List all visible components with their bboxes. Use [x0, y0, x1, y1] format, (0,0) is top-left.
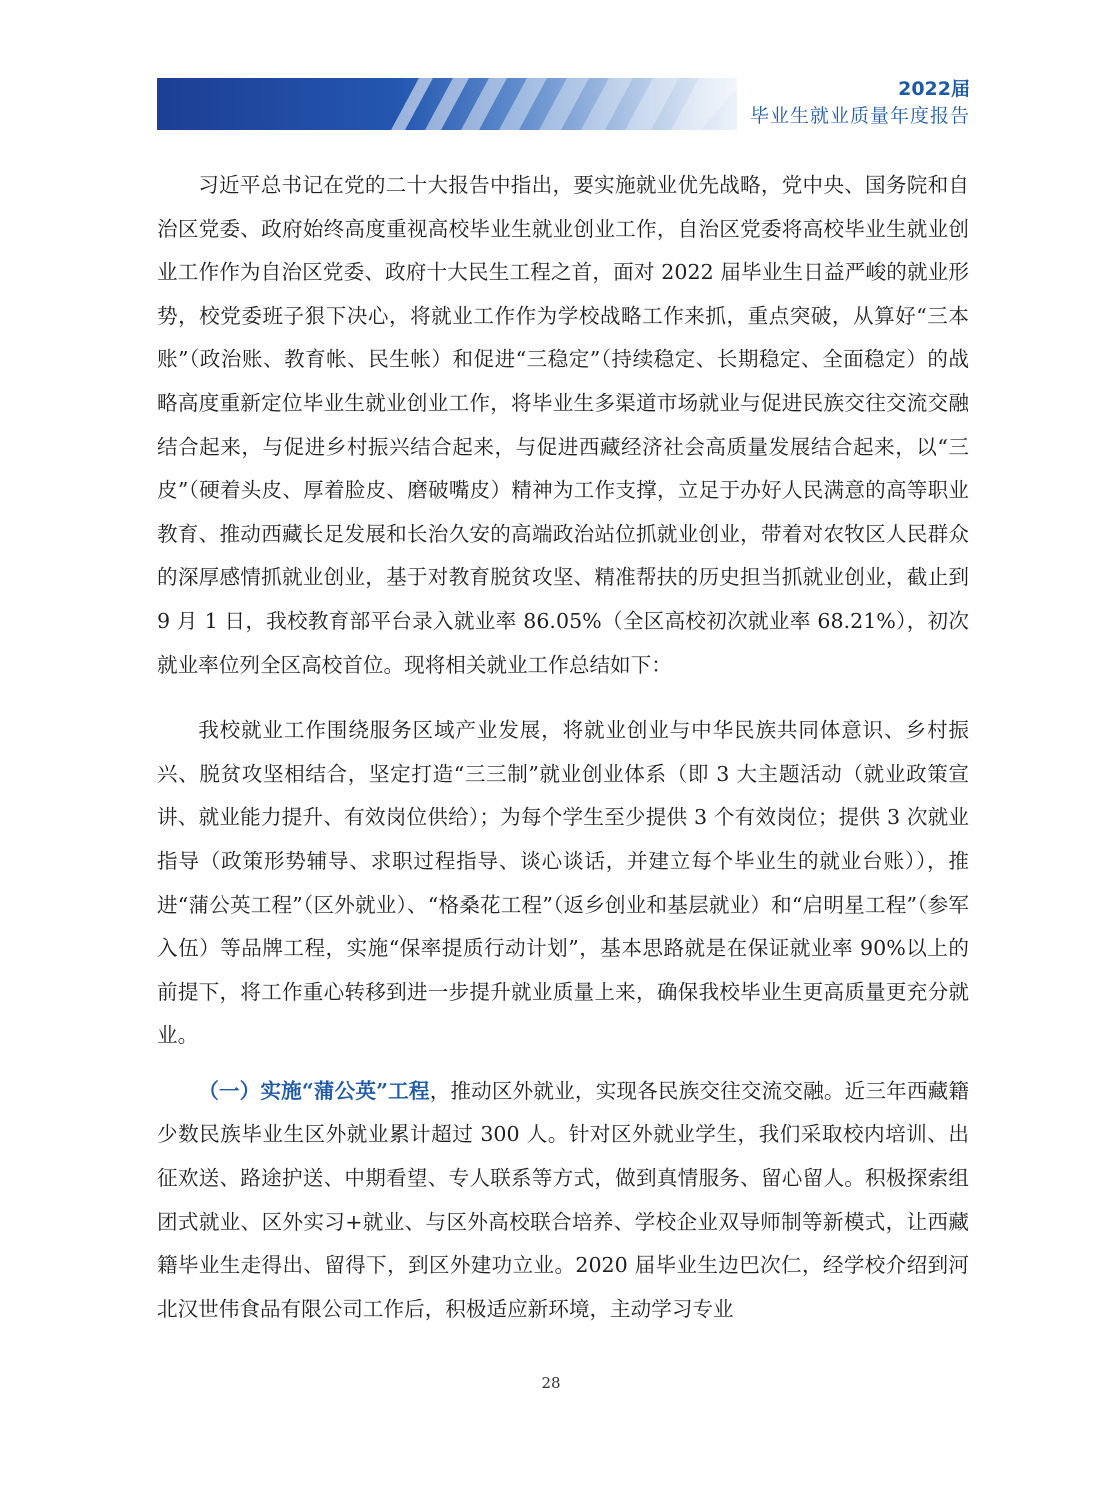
page-number: 28: [541, 1374, 561, 1392]
header-banner: [157, 78, 737, 130]
main-content: [157, 164, 969, 1331]
section-1-heading: （一）实施“蒲公英”工程: [198, 1078, 430, 1103]
report-year: 2022届: [898, 78, 970, 100]
report-subtitle: 毕业生就业质量年度报告: [749, 105, 970, 127]
strategy-paragraph: 我校就业工作围绕服务区域产业发展，将就业创业与中华民族共同体意识、乡村振兴、脱贫攻坚相结合，坚定打造“三三制”就业创业体系（即 3 大主题活动（就业政策宣讲、就业能力提升、有效岗位供给）；为每个学生至少提供 3 个有效岗位；提供 3 次就业指导（政策形势辅导、求职过程指导、谈心谈话，并建立每个毕业生的就业台账）），推进“蒲公英工程”（区外就业）、“格桑花工程”（返乡创业和基层就业）和“启明星工程”（参军入伍）等品牌工程，实施“保率提质行动计划”，基本思路就是在保证就业率 90%以上的前提下，将工作重心转移到进一步提升就业质量上来，确保我校毕业生更高质量更充分就业。: [157, 718, 969, 1048]
intro-paragraph: 习近平总书记在党的二十大报告中指出，要实施就业优先战略，党中央、国务院和自治区党委、政府始终高度重视高校毕业生就业创业工作，自治区党委将高校毕业生就业创业工作作为自治区党委、政府十大民生工程之首，面对 2022 届毕业生日益严峻的就业形势，校党委班子狠下决心，将就业工作作为学校战略工作来抓，重点突破，从算好“三本账”（政治账、教育帐、民生帐）和促进“三稳定”（持续稳定、长期稳定、全面稳定）的战略高度重新定位毕业生就业创业工作，将毕业生多渠道市场就业与促进民族交往交流交融结合起来，与促进乡村振兴结合起来，与促进西藏经济社会高质量发展结合起来，以“三皮”（硬着头皮、厚着脸皮、磨破嘴皮）精神为工作支撑，立足于办好人民满意的高等职业教育、推动西藏长足发展和长治久安的高端政治站位抓就业创业，带着对农牧区人民群众的深厚感情抓就业创业，基于对教育脱贫攻坚、精准帮扶的历史担当抓就业创业，截止到 9 月 1 日，我校教育部平台录入就业率 86.05%（全区高校初次就业率 68.21%），初次就业率位列全区高校首位。现将相关就业工作总结如下：: [157, 173, 969, 677]
section-1-paragraph: [157, 1070, 969, 1332]
header-title: [750, 76, 970, 130]
section-1-body: ，推动区外就业，实现各民族交往交流交融。近三年西藏籍少数民族毕业生区外就业累计超过 300 人。针对区外就业学生，我们采取校内培训、出征欢送、路途护送、中期看望、专人联系等方式，做到真情服务、留心留人。积极探索组团式就业、区外实习+就业、与区外高校联合培养、学校企业双导师制等新模式，让西藏籍毕业生走得出、留得下，到区外建功立业。2020 届毕业生边巴次仁，经学校介绍到河北汉世伟食品有限公司工作后，积极适应新环境，主动学习专业: [157, 1078, 969, 1321]
